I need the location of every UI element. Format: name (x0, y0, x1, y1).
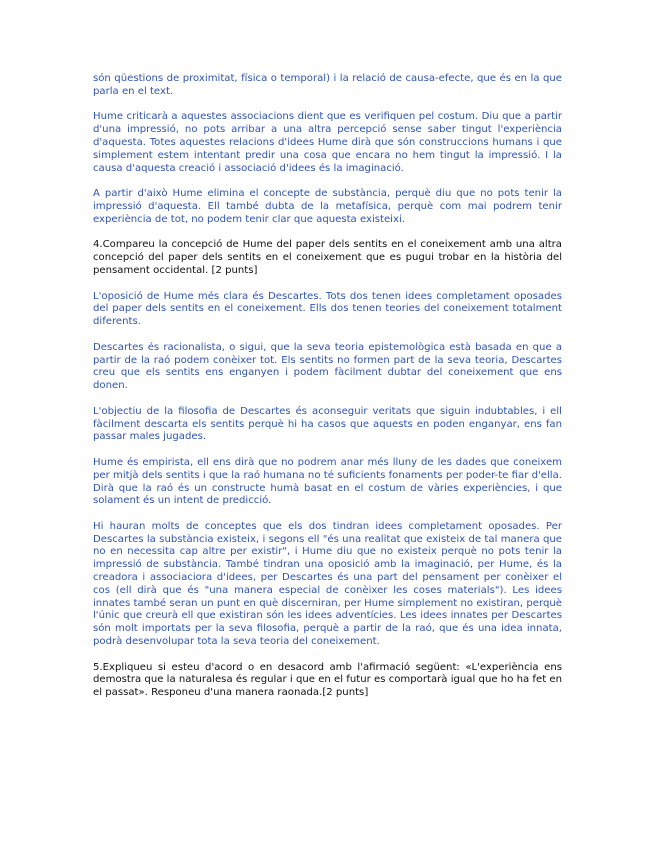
answer-paragraph: són qüestions de proximitat, física o temporal) i la relació de causa-efecte, que és en la que parla en el text. (93, 73, 562, 97)
answer-paragraph: Descartes és racionalista, o sigui, que la seva teoria epistemològica està basada en que a partir de la raó podem conèixer tot. Els sentits no formen part de la seva teoria, Descartes creu que els sentits ens enganyen i podem fàcilment dubtar del coneixement que ens donen. (93, 341, 562, 392)
document-page (93, 73, 562, 713)
answer-paragraph: Hi hauran molts de conceptes que els dos tindran idees completament oposades. Per Descartes la substància existeix, i segons ell "és una realitat que existeix de tal manera que no en necessita cap altre per existir", i Hume diu que no existeix perquè no pots tenir la impressió de substància. També tindran una oposició amb la imaginació, per Hume, és la creadora i associaciora d'idees, per Descartes és una part del pensament per conèixer el cos (ell dirà que és "una manera especial de conèixer les coses materials"). Les idees innates també seran un punt en què discerniran, per Hume simplement no existiran, perquè l'únic que creurà ell que existiran són les idees adventícies. Les idees innates per Descartes són molt importats per la seva filosofia, perquè a partir de la raó, que és una idea innata, podrà desenvolupar tota la seva teoria del coneixement. (93, 520, 562, 648)
question-paragraph: 4.Compareu la concepció de Hume del paper dels sentits en el coneixement amb una altra concepció del paper dels sentits en el coneixement que es pugui trobar en la història del pensament occidental. [2 punts] (93, 239, 562, 276)
answer-paragraph: L'oposició de Hume més clara és Descartes. Tots dos tenen idees completament oposades del paper dels sentits en el coneixement. Ells dos tenen teories del coneixement totalment diferents. (93, 290, 562, 328)
answer-paragraph: Hume criticarà a aquestes associacions dient que es verifiquen pel costum. Diu que a partir d'una impressió, no pots arribar a una altra percepció sense saber tingut l'experiència d'aquesta. Totes aquestes relacions d'idees Hume dirà que són construccions humans i que simplement estem intentant predir una cosa que encara no hem tingut la impressió. I la causa d'aquesta creació i associació d'idees és la imaginació. (93, 111, 562, 174)
answer-paragraph: A partir d'això Hume elimina el concepte de substància, perquè diu que no pots tenir la impressió d'aquesta. Ell també dubta de la metafísica, perquè com mai podrem tenir experiència de tot, no podem tenir clar que aquesta existeixi. (93, 188, 562, 225)
answer-paragraph: Hume és empirista, ell ens dirà que no podrem anar més lluny de les dades que coneixem per mitjà dels sentits i que la raó humana no té suficients fonaments per poder-te fiar d'ella. Dirà que la raó és un constructe humà basat en el costum de vàries experiències, i que solament és un intent de predicció. (93, 456, 562, 507)
answer-paragraph: L'objectiu de la filosofia de Descartes és aconseguir veritats que siguin indubtables, i ell fàcilment descarta els sentits perquè hi ha casos que aquests en poden enganyar, ens fan passar males jugades. (93, 405, 562, 443)
question-paragraph: 5.Expliqueu si esteu d'acord o en desacord amb l'afirmació següent: «L'experiència ens demostra que la naturalesa és regular i que en el futur es comportarà igual que ho ha fet en el passat». Responeu d'una manera raonada.[2 punts] (93, 661, 562, 699)
